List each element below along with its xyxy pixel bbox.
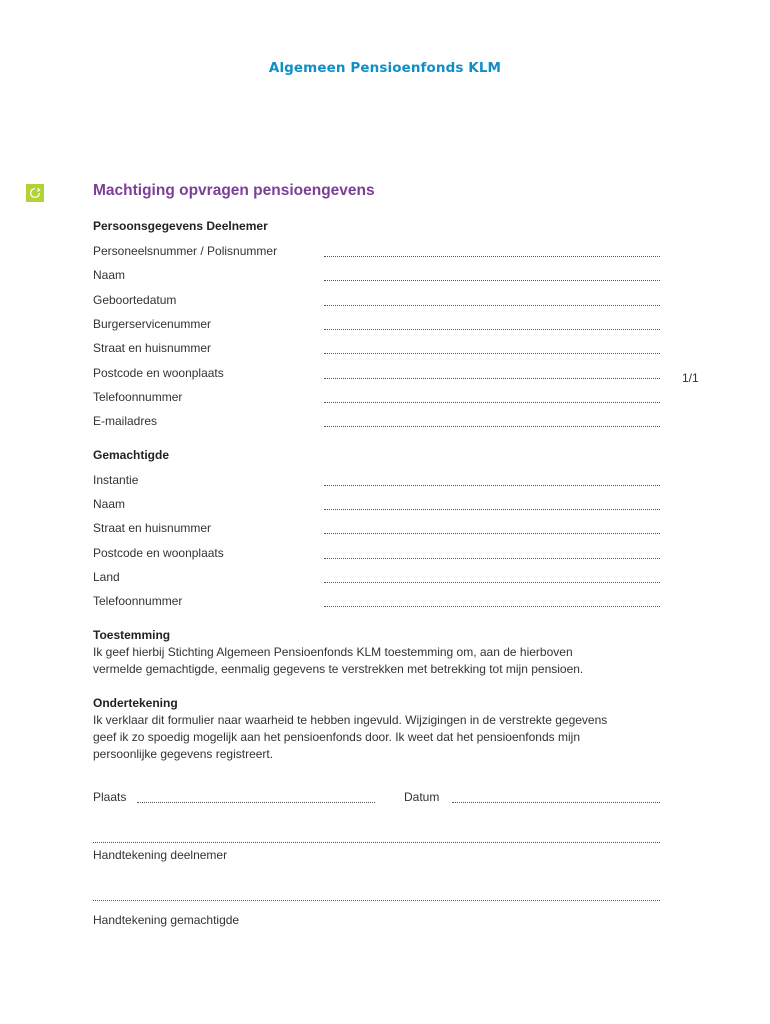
field-label: Postcode en woonplaats xyxy=(93,366,224,380)
phone-field[interactable] xyxy=(324,402,660,403)
birthdate-field[interactable] xyxy=(324,305,660,306)
field-label: Naam xyxy=(93,268,126,282)
section-heading-participant: Persoonsgegevens Deelnemer xyxy=(93,219,268,233)
page-number: 1/1 xyxy=(682,371,699,385)
section-heading-signing: Ondertekening xyxy=(93,696,178,710)
signing-line: Ik verklaar dit formulier naar waarheid te hebben ingevuld. Wijzigingen in de verstrekte gegevens xyxy=(93,713,608,727)
field-label: Straat en huisnummer xyxy=(93,521,212,535)
personnel-number-field[interactable] xyxy=(324,256,660,257)
authorized-signature-label: Handtekening gemachtigde xyxy=(93,913,240,927)
bsn-field[interactable] xyxy=(324,329,660,330)
field-label: E-mailadres xyxy=(93,414,158,428)
name-field[interactable] xyxy=(324,280,660,281)
circle-arrow-icon xyxy=(26,184,44,202)
authorized-postcode-city-field[interactable] xyxy=(324,558,660,559)
authorized-name-field[interactable] xyxy=(324,509,660,510)
date-field[interactable] xyxy=(452,802,660,803)
field-label: Straat en huisnummer xyxy=(93,341,212,355)
field-label: Postcode en woonplaats xyxy=(93,546,224,560)
institution-field[interactable] xyxy=(324,485,660,486)
field-label: Instantie xyxy=(93,473,139,487)
email-field[interactable] xyxy=(324,426,660,427)
signing-line: geef ik zo spoedig mogelijk aan het pensioenfonds door. Ik weet dat het pensioenfonds mijn xyxy=(93,730,580,744)
section-heading-consent: Toestemming xyxy=(93,628,171,642)
section-heading-authorized: Gemachtigde xyxy=(93,448,170,462)
field-label: Telefoonnummer xyxy=(93,594,183,608)
place-field[interactable] xyxy=(137,802,375,803)
participant-signature-line[interactable] xyxy=(93,842,660,843)
page-title: Machtiging opvragen pensioengevens xyxy=(93,182,375,199)
date-label: Datum xyxy=(404,790,440,804)
signing-line: persoonlijke gegevens registreert. xyxy=(93,747,274,761)
field-label: Geboortedatum xyxy=(93,293,177,307)
authorized-street-field[interactable] xyxy=(324,533,660,534)
signing-text xyxy=(93,712,663,763)
field-label: Personeelsnummer / Polisnummer xyxy=(93,244,278,258)
field-label: Land xyxy=(93,570,120,584)
place-label: Plaats xyxy=(93,790,127,804)
brand-logo-text: Algemeen Pensioenfonds KLM xyxy=(268,60,502,76)
authorized-signature-line[interactable] xyxy=(93,900,660,901)
consent-line: vermelde gemachtigde, eenmalig gegevens te verstrekken met betrekking tot mijn pensioen. xyxy=(93,662,584,676)
consent-line: Ik geef hierbij Stichting Algemeen Pensioenfonds KLM toestemming om, aan de hierboven xyxy=(93,645,573,659)
consent-text xyxy=(93,644,663,678)
postcode-city-field[interactable] xyxy=(324,378,660,379)
participant-signature-label: Handtekening deelnemer xyxy=(93,848,228,862)
field-label: Telefoonnummer xyxy=(93,390,183,404)
country-field[interactable] xyxy=(324,582,660,583)
field-label: Naam xyxy=(93,497,126,511)
street-field[interactable] xyxy=(324,353,660,354)
authorized-phone-field[interactable] xyxy=(324,606,660,607)
field-label: Burgerservicenummer xyxy=(93,317,212,331)
